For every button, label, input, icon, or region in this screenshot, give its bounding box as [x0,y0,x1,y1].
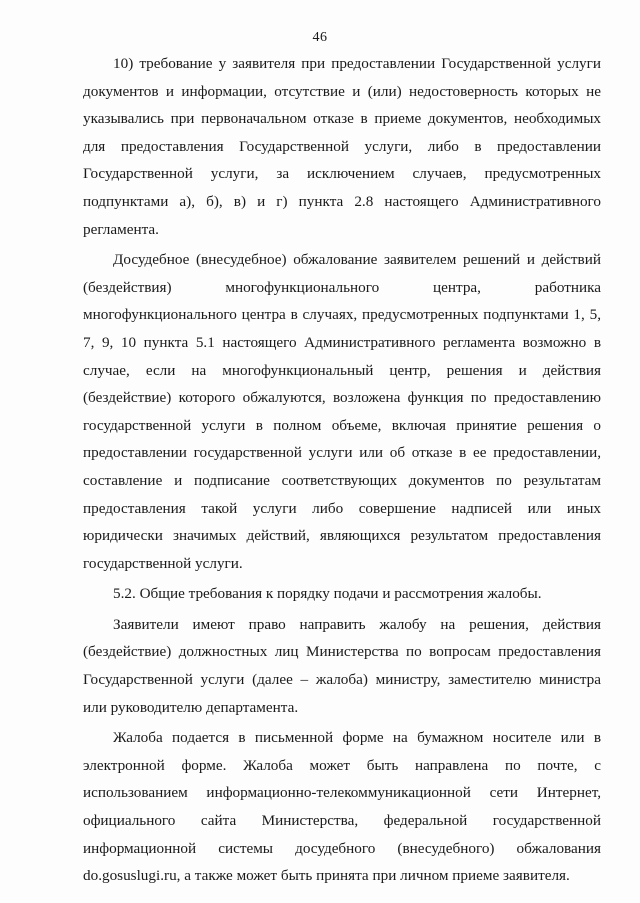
section-heading-5-2: 5.2. Общие требования к порядку подачи и рассмотрения жалобы. [113,585,542,603]
document-body [83,50,601,893]
paragraph-pretrial-appeal-mfc: Досудебное (внесудебное) обжалование заявителем решений и действий (бездействия) многофункционального центра, работника многофункционального центра в случаях, предусмотренных подпунктами 1, 5, 7, 9, 10 пункта 5.1 настоящего Административного регламента возможно в случае, если на многофункциональный центр, решения и действия (бездействие) которого обжалуются, возложена функция по предоставлению государственной услуги в полном объеме, включая принятие решения о предоставлении государственной услуги или об отказе в ее предоставлении, составление и подписание соответствующих документов по результатам предоставления такой услуги либо совершение надписей или иных юридически значимых действий, являющихся результатом предоставления государственной услуги. [83,251,601,572]
paragraph-applicants-right: Заявители имеют право направить жалобу на решения, действия (бездействие) должностных лиц Министерства по вопросам предоставления Государственной услуги (далее – жалоба) министру, заместителю министра или руководителю департамента. [83,615,601,716]
paragraph-item-10: 10) требование у заявителя при предоставлении Государственной услуги документов и информации, отсутствие и (или) недостоверность которых не указывались при первоначальном отказе в приеме документов, необходимых для предоставления Государственной услуги, либо в предоставлении Государственной услуги, за исключением случаев, предусмотренных подпунктами а), б), в) и г) пункта 2.8 настоящего Административного регламента. [83,55,601,238]
paragraph-complaint-submission: Жалоба подается в письменной форме на бумажном носителе или в электронной форме. Жалоба может быть направлена по почте, с использованием информационно-телекоммуникационной сети Интернет, официального сайта Министерства, федеральной государственной информационной системы досудебного (внесудебного) обжалования do.gosuslugi.ru, а также может быть принята при личном приеме заявителя. [83,729,601,885]
page-number: 46 [312,30,328,45]
